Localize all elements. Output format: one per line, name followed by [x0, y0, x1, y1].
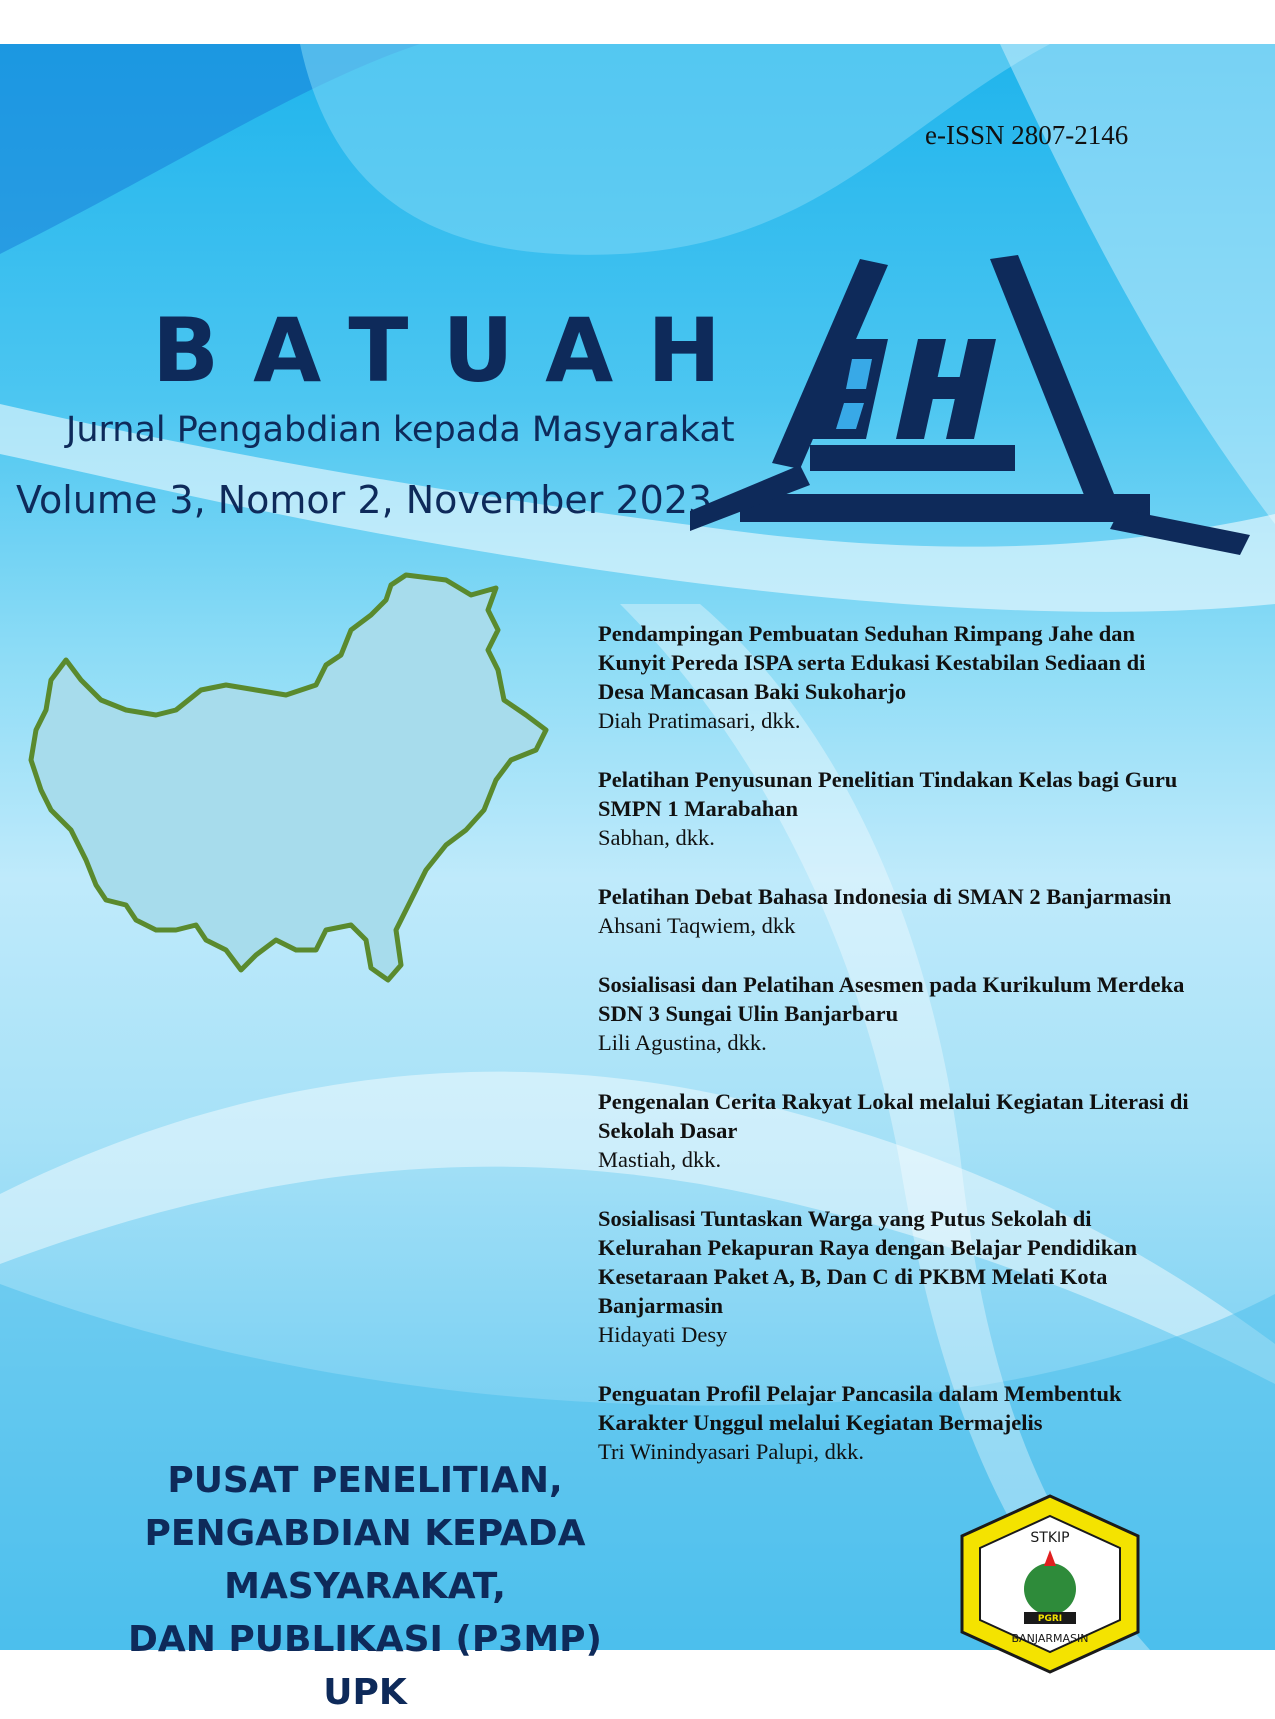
article-entry — [598, 619, 1258, 735]
article-entry — [598, 1087, 1258, 1174]
title-line: Pendampingan Pembuatan Seduhan Rimpang Jahe dan — [598, 621, 1136, 646]
article-title — [598, 970, 1258, 1028]
article-author: Sabhan, dkk. — [598, 825, 715, 850]
title-line: Sekolah Dasar — [598, 1118, 738, 1143]
article-author: Mastiah, dkk. — [598, 1147, 722, 1172]
journal-logo-icon — [690, 259, 1270, 569]
publisher-line: UPK — [323, 1672, 407, 1713]
article-author: Ahsani Taqwiem, dkk — [598, 913, 796, 938]
article-title — [598, 765, 1258, 823]
title-line: Banjarmasin — [598, 1293, 724, 1318]
publisher-block — [0, 1454, 730, 1719]
title-line: Pelatihan Penyusunan Penelitian Tindakan Kelas bagi Guru — [598, 767, 1178, 792]
article-title — [598, 882, 1258, 911]
seal-city-text: BANJARMASIN — [1011, 1632, 1089, 1645]
title-line: SMPN 1 Marabahan — [598, 796, 799, 821]
article-author: Tri Winindyasari Palupi, dkk. — [598, 1439, 864, 1464]
article-author: Diah Pratimasari, dkk. — [598, 708, 801, 733]
seal-center-text: PGRI — [1037, 1614, 1063, 1624]
article-entry — [598, 765, 1258, 852]
table-of-contents — [598, 619, 1258, 1496]
institution-seal-icon — [950, 1494, 1150, 1674]
title-line: SDN 3 Sungai Ulin Banjarbaru — [598, 1001, 899, 1026]
volume-issue: Volume 3, Nomor 2, November 2023 — [16, 478, 713, 522]
issn-number: e-ISSN 2807-2146 — [925, 120, 1129, 150]
title-line: Kelurahan Pekapuran Raya dengan Belajar Pendidikan — [598, 1235, 1138, 1260]
article-entry — [598, 1379, 1258, 1466]
article-entry — [598, 970, 1258, 1057]
article-title — [598, 1087, 1258, 1145]
publisher-line: PUSAT PENELITIAN, — [167, 1460, 563, 1501]
article-author: Lili Agustina, dkk. — [598, 1030, 767, 1055]
journal-name: BATUAH — [152, 299, 755, 402]
journal-subtitle: Jurnal Pengabdian kepada Masyarakat — [66, 410, 735, 450]
publisher-line: PENGABDIAN KEPADA MASYARAKAT, — [144, 1513, 586, 1607]
title-line: Karakter Unggul melalui Kegiatan Bermajelis — [598, 1410, 1043, 1435]
title-line: Sosialisasi Tuntaskan Warga yang Putus Sekolah di — [598, 1206, 1092, 1231]
island-map-icon — [26, 570, 574, 1030]
article-entry — [598, 1204, 1258, 1349]
article-title — [598, 1204, 1258, 1320]
article-author: Hidayati Desy — [598, 1322, 728, 1347]
article-title — [598, 619, 1258, 706]
title-line: Pengenalan Cerita Rakyat Lokal melalui Kegiatan Literasi di — [598, 1089, 1189, 1114]
title-line: Penguatan Profil Pelajar Pancasila dalam Membentuk — [598, 1381, 1122, 1406]
title-line: Kesetaraan Paket A, B, Dan C di PKBM Melati Kota — [598, 1264, 1108, 1289]
article-entry — [598, 882, 1258, 940]
article-title — [598, 1379, 1258, 1437]
title-line: Sosialisasi dan Pelatihan Asesmen pada Kurikulum Merdeka — [598, 972, 1185, 997]
title-line: Kunyit Pereda ISPA serta Edukasi Kestabilan Sediaan di — [598, 650, 1146, 675]
seal-top-text: STKIP — [1030, 1530, 1070, 1546]
journal-cover — [0, 44, 1275, 1713]
title-line: Pelatihan Debat Bahasa Indonesia di SMAN 2 Banjarmasin — [598, 884, 1172, 909]
publisher-line: DAN PUBLIKASI (P3MP) — [128, 1619, 602, 1660]
title-line: Desa Mancasan Baki Sukoharjo — [598, 679, 907, 704]
